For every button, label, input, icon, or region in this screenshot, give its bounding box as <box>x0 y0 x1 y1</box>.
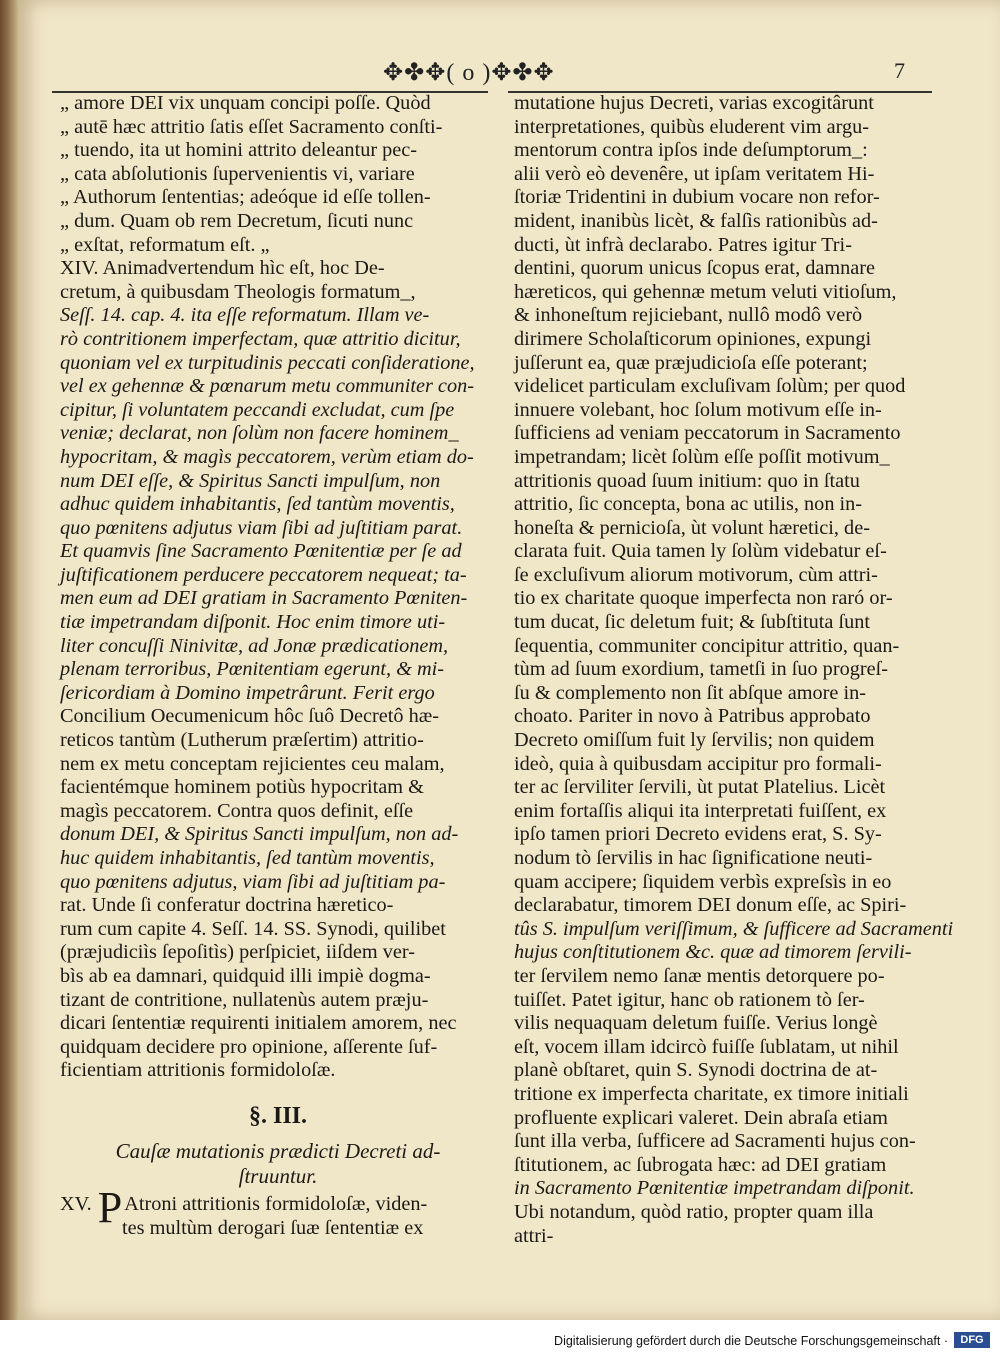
text-line: tizant de contritione, nullatenùs autem præju- <box>60 988 429 1011</box>
text-line: tritione ex imperfecta charitate, ex timore initiali <box>514 1082 909 1105</box>
text-line: „ Authorum ſententias; adeóque id eſſe tollen- <box>60 186 431 209</box>
text-line: planè obſtaret, quin S. Synodi doctrina de at- <box>514 1059 878 1082</box>
text-line: magìs peccatorem. Contra quos definit, eſſe <box>60 799 414 822</box>
text-line: reticos tantùm (Lutherum præſertim) attritio- <box>60 729 424 752</box>
text-line: ducti, ùt infrà declarabo. Patres igitur Tri- <box>514 233 852 256</box>
page-header <box>18 58 1000 92</box>
text-line: rò contritionem imperfectam, quæ attritio dicitur, <box>60 327 461 350</box>
text-line: XIV. Animadvertendum hìc eſt, hoc De- <box>60 257 385 280</box>
text-line: quoniam vel ex turpitudinis peccati conſideratione, <box>60 351 475 374</box>
text-line: tum ducat, ſic deletum fuit; & ſubſtituta ſunt <box>514 611 870 634</box>
section-subtitle-1: Cauſæ mutationis prædicti Decreti ad- <box>115 1138 441 1163</box>
text-line: profluente explicari valeret. Dein abraſa etiam <box>514 1106 888 1129</box>
text-line: attritionis quoad ſuum initium: quo in ſtatu <box>514 469 860 492</box>
text-line: hujus conſtitutionem &c. quæ ad timorem ſervili- <box>514 941 912 964</box>
text-line: videlicet particulam excluſivam ſolùm; per quod <box>514 375 906 398</box>
text-line: mident, inanibùs licèt, & falſìs rationibùs ad- <box>514 209 878 232</box>
section-text-2: tes multùm derogari ſuæ ſententiæ ex <box>122 1216 424 1239</box>
section-line-2 <box>60 1217 496 1241</box>
text-line: choato. Pariter in novo à Patribus approbato <box>514 705 871 728</box>
text-line: „ amore DEI vix unquam concipi poſſe. Quòd <box>60 92 431 114</box>
text-line: Seſſ. 14. cap. 4. ita eſſe reformatum. Illam ve- <box>60 304 430 327</box>
text-line: tûs S. impulſum veriſſimum, & ſufficere ad Sacramenti <box>514 917 954 940</box>
book-page <box>18 0 1000 1320</box>
text-line: clarata fuit. Quia tamen ly ſolùm videbatur eſ- <box>514 540 887 563</box>
right-column <box>514 92 954 1248</box>
text-line: huc quidem inhabitantis, ſed tantùm moventis, <box>60 847 435 869</box>
text-line: vilis nequaquam deletum fuiſſe. Verius longè <box>514 1012 878 1035</box>
header-ornament: ✥✤✥( o )✥✤✥ <box>383 60 555 86</box>
text-line: ſunt illa verba, ſufficere ad Sacramenti hujus con- <box>514 1130 916 1153</box>
text-line: adhuc quidem inhabitantis, ſed tantùm moventis, <box>60 493 455 516</box>
text-line: liter concuſſi Ninivitæ, ad Jonæ prædicationem, <box>60 634 449 657</box>
text-line: Decreto omiſſum fuit ly ſervilis; non quidem <box>514 729 875 752</box>
text-line: hypocritam, & magìs peccatorem, verùm etiam do- <box>60 445 474 468</box>
text-line: interpretationes, quibùs eluderent vim argu- <box>514 115 870 138</box>
text-line: ſe excluſivum aliorum motivorum, cùm attri- <box>514 563 878 586</box>
text-line: ipſo tamen priori Decreto evidens erat, S. Sy- <box>514 823 882 846</box>
text-line: Et quamvis ſine Sacramento Pœnitentiæ per ſe ad <box>60 540 462 563</box>
text-line: Concilium Oecumenicum hôc ſuô Decretô hæ- <box>60 705 440 728</box>
text-line: facientémque hominem potiùs hypocritam & <box>60 776 424 799</box>
text-line: declarabatur, timorem DEI donum eſſe, ac Spiri- <box>514 894 907 917</box>
page-number: 7 <box>894 58 905 83</box>
text-line: „ exſtat, reformatum eſt. „ <box>60 233 270 256</box>
text-line: ſequentia, communiter concipitur attritio, quan- <box>514 634 900 657</box>
text-line: (præjudiciìs ſepoſitìs) perſpiciet, iiſdem ver- <box>60 941 415 964</box>
text-line: rum cum capite 4. Seſſ. 14. SS. Synodi, quilibet <box>60 917 446 940</box>
text-line: tuiſſet. Patet igitur, hanc ob rationem tò ſer- <box>514 988 865 1011</box>
text-line: „ autē hæc attritio ſatis eſſet Sacramento conſti- <box>60 115 443 138</box>
paragraph-number: XV. <box>60 1192 92 1215</box>
text-line: cretum, à quibusdam Theologis formatum_, <box>60 280 416 303</box>
text-line: tio ex charitate quoque imperfecta non raró or- <box>514 587 893 610</box>
text-line: donum DEI, & Spiritus Sancti impulſum, non ad- <box>60 823 459 846</box>
text-line: vel ex gehennæ & pœnarum metu communiter con- <box>60 375 474 398</box>
text-line: in Sacramento Pœnitentiæ impetrandam diſponit. <box>514 1177 915 1200</box>
text-line: mutatione hujus Decreti, varias excogitârunt <box>514 92 874 114</box>
text-line: plenam terroribus, Pœnitentiam egerunt, & mi- <box>60 658 444 681</box>
text-line: tùm ad ſuum exordium, tametſi in ſuo progreſ- <box>514 658 889 681</box>
text-line: hæreticos, qui gehennæ metum veluti vitioſum, <box>514 280 897 303</box>
text-line: innuere volebant, hoc ſolum motivum eſſe in- <box>514 398 882 421</box>
text-line: ſufficiens ad veniam peccatorum in Sacramento <box>514 422 901 445</box>
text-line: attritio, ſic concepta, bona ac utilis, non in- <box>514 493 863 516</box>
footer <box>0 1320 1000 1353</box>
text-line: dicari ſententiæ requirenti initialem amorem, nec <box>60 1012 457 1035</box>
text-line: nodum tò ſervilis in hac ſignificatione neuti- <box>514 847 873 869</box>
text-line: ſtitutionem, ac ſubrogata hæc: ad DEI gratiam <box>514 1153 887 1176</box>
text-line: cipitur, ſi voluntatem peccandi excludat, cum ſpe <box>60 398 455 421</box>
text-line: alii verò eò devenêre, ut ipſam veritatem Hi- <box>514 162 875 185</box>
text-line: enim fortaſſis aliqui ita interpretati fuiſſent, ex <box>514 799 887 822</box>
text-line: Ubi notandum, quòd ratio, propter quam illa <box>514 1200 874 1223</box>
text-line: mentorum contra ipſos inde deſumptorum_: <box>514 139 868 162</box>
text-line: „ dum. Quam ob rem Decretum, ſicuti nunc <box>60 209 414 232</box>
text-line: juſtificationem perducere peccatorem nequeat; ta- <box>60 563 467 586</box>
text-line: bìs ab ea damnari, quidquid illi impiè dogma- <box>60 964 431 987</box>
text-line: num DEI eſſe, & Spiritus Sancti impulſum, non <box>60 469 441 492</box>
text-line: nem ex metu conceptam rejicientes ceu malam, <box>60 752 445 775</box>
text-line: veniæ; declarat, non ſolùm non facere hominem_ <box>60 422 459 445</box>
footer-credit: Digitalisierung gefördert durch die Deutsche Forschungsgemeinschaft · <box>554 1334 948 1348</box>
text-line: quo pœnitens adjutus, viam ſibi ad juſtitiam pa- <box>60 870 446 893</box>
text-line: ſu & complemento non ſit abſque amore in- <box>514 681 867 704</box>
text-line: rat. Unde ſi conferatur doctrina hæretico- <box>60 894 394 917</box>
text-line: & inhoneſtum rejiciebant, nullô modô verò <box>514 304 863 327</box>
text-line: honeſta & pernicioſa, ùt volunt hæretici, de- <box>514 516 870 539</box>
text-line: quo pœnitens adjutus viam ſibi ad juſtitiam parat. <box>60 516 463 539</box>
section-title: §. III. <box>248 1102 308 1129</box>
text-line: juſſerunt ea, quæ præjudicioſa eſſe poterant; <box>514 351 868 374</box>
text-line: ter ſervilem nemo ſanæ mentis detorquere po- <box>514 964 885 987</box>
text-line: tiæ impetrandam diſponit. Hoc enim timore uti- <box>60 611 446 634</box>
text-line: quam accipere; ſiquidem verbìs expreſsìs in eo <box>514 870 892 893</box>
text-line: ideò, quia à quibusdam accipitur pro formali- <box>514 752 882 775</box>
dfg-logo: DFG <box>954 1332 990 1348</box>
text-line: dentini, quorum unicus ſcopus erat, damnare <box>514 257 876 280</box>
text-line: men eum ad DEI gratiam in Sacramento Pœniten- <box>60 587 468 610</box>
section-text-1: Atroni attritionis formidoloſæ, viden- <box>124 1192 428 1215</box>
left-column <box>60 92 496 1240</box>
text-line: dirimere Scholaſticorum opiniones, expungi <box>514 327 872 350</box>
text-line: ſtoriæ Tridentini in dubium vocare non refor- <box>514 186 880 209</box>
drop-initial: P <box>97 1182 123 1232</box>
text-line: ficientiam attritionis formidoloſæ. <box>60 1059 336 1082</box>
text-line: „ cata abſolutionis ſupervenientis vi, variare <box>60 162 415 185</box>
text-line: „ tuendo, ita ut homini attrito deleantur pec- <box>60 139 418 162</box>
text-line: quidquam decidere pro opinione, aſſerente ſuf- <box>60 1035 438 1058</box>
text-line: impetrandam; licèt ſolùm eſſe poſſit motivum_ <box>514 445 890 468</box>
text-line: eſt, vocem illam idcircò fuiſſe ſublatam, ut nihil <box>514 1035 899 1058</box>
text-line: ter ac ſerviliter ſervili, ùt putat Platelius. Licèt <box>514 776 886 799</box>
book-spine-edge <box>0 0 18 1320</box>
section-subtitle-2: ſtruuntur. <box>238 1163 318 1188</box>
text-line: ſericordiam à Domino impetrârunt. Ferit ergo <box>60 681 435 704</box>
text-line: attri- <box>514 1224 554 1247</box>
